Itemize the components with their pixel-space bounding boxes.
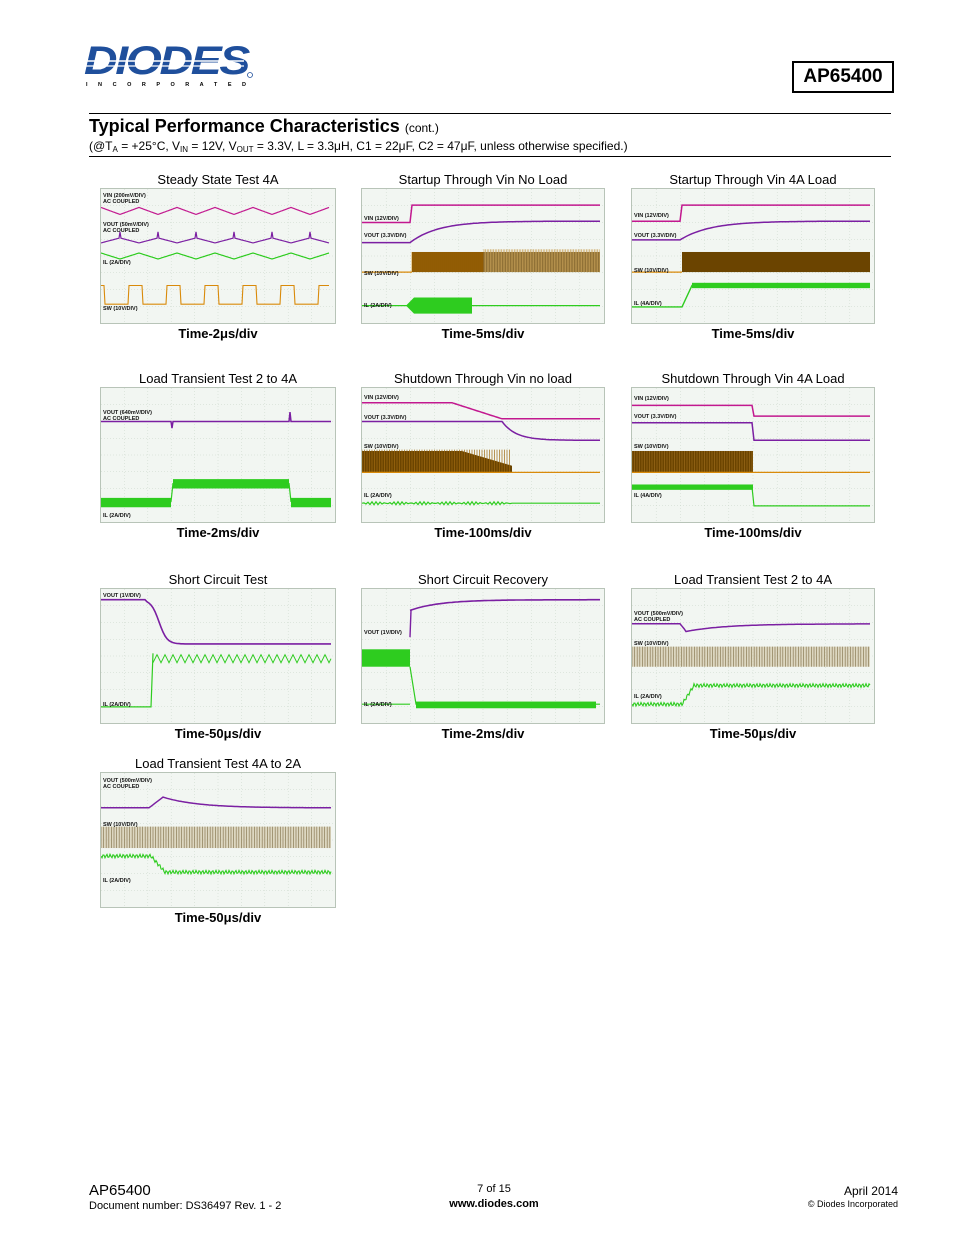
waveform-plot: [101, 773, 335, 907]
cond-text: = 12V, V: [188, 139, 237, 153]
il-trace: [362, 502, 600, 505]
cond-sub: A: [112, 145, 118, 154]
waveform-plot: [632, 589, 874, 723]
time-scale-label: Time-100ms/div: [434, 525, 532, 540]
channel-label-il: [634, 694, 662, 700]
waveform-plot: [101, 189, 335, 323]
sw-switching: [484, 249, 599, 272]
scope-panel: [631, 371, 875, 540]
oscilloscope-capture: [631, 188, 875, 324]
oscilloscope-capture: [631, 588, 875, 724]
waveform-plot: [101, 589, 335, 723]
channel-scale: SW (10V/DIV): [364, 443, 399, 450]
vout-trace: [632, 624, 870, 632]
channel-label-vout: [103, 778, 152, 790]
il-band-low: [291, 498, 331, 507]
panel-title: Shutdown Through Vin 4A Load: [661, 371, 845, 386]
channel-label-il: [103, 260, 131, 266]
oscilloscope-capture: [361, 588, 605, 724]
channel-label-vout: [634, 611, 683, 623]
il-inrush: [406, 298, 472, 314]
channel-label-sw: [364, 271, 399, 277]
channel-scale: VIN (12V/DIV): [364, 216, 399, 223]
waveform-plot: [632, 189, 874, 323]
il-trace: [632, 684, 870, 706]
time-scale-label: Time-2ms/div: [176, 525, 260, 540]
channel-label-il: [634, 493, 662, 499]
channel-scale: VOUT (640mV/DIV): [103, 409, 152, 416]
channel-scale: VIN (200mV/DIV): [103, 193, 146, 200]
channel-scale: IL (2A/DIV): [634, 693, 662, 700]
panel-title: Steady State Test 4A: [157, 172, 279, 187]
sw-band: [632, 647, 870, 667]
channel-scale: VOUT (500mV/DIV): [103, 778, 152, 785]
time-scale-label: Time-2μs/div: [178, 326, 258, 341]
il-band: [416, 702, 596, 709]
waveform-plot: [362, 589, 604, 723]
footer-part-number: AP65400: [89, 1182, 151, 1199]
time-scale-label: Time-50μs/div: [174, 910, 262, 925]
channel-scale: IL (2A/DIV): [364, 492, 392, 499]
waveform-plot: [632, 388, 874, 522]
diodes-logo: [84, 42, 254, 90]
sw-band: [101, 827, 331, 848]
il-band-fault: [362, 649, 410, 666]
channel-label-vin: [103, 193, 146, 205]
channel-label-sw: [103, 822, 138, 828]
channel-scale: VOUT (50mV/DIV): [103, 221, 149, 228]
channel-coupling: AC COUPLED: [103, 784, 140, 791]
sw-trace: [101, 286, 329, 305]
footer-document-number: Document number: DS36497 Rev. 1 - 2: [89, 1200, 282, 1212]
section-rule: [89, 156, 891, 157]
scope-panel: [631, 172, 875, 341]
channel-scale: VIN (12V/DIV): [634, 213, 669, 220]
channel-label-vin: [364, 216, 399, 222]
il-band-low: [101, 498, 171, 507]
channel-label-vout: [103, 593, 141, 599]
channel-scale: SW (10V/DIV): [364, 270, 399, 277]
scope-panel: [100, 756, 336, 925]
channel-label-vout: [364, 415, 406, 421]
channel-scale: VOUT (500mV/DIV): [634, 610, 683, 617]
waveform-plot: [362, 189, 604, 323]
vout-trace: [362, 422, 600, 441]
cond-text: (@T: [89, 139, 113, 153]
il-trace: [752, 487, 870, 506]
channel-scale: IL (2A/DIV): [364, 701, 392, 708]
test-conditions: [89, 139, 628, 154]
oscilloscope-capture: [361, 387, 605, 523]
channel-scale: IL (4A/DIV): [634, 492, 662, 499]
oscilloscope-capture: [631, 387, 875, 523]
channel-coupling: AC COUPLED: [103, 199, 140, 206]
channel-scale: VOUT (3.3V/DIV): [634, 413, 677, 420]
channel-label-il: [364, 702, 392, 708]
channel-label-vin: [634, 396, 669, 402]
channel-scale: IL (2A/DIV): [103, 513, 131, 520]
channel-coupling: AC COUPLED: [634, 616, 671, 623]
il-rise: [101, 653, 153, 707]
channel-scale: VIN (12V/DIV): [364, 394, 399, 401]
scope-panel: [361, 172, 605, 341]
channel-label-sw: [634, 268, 669, 274]
time-scale-label: Time-50μs/div: [174, 726, 262, 741]
channel-scale: VOUT (3.3V/DIV): [364, 232, 407, 239]
oscilloscope-capture: [100, 387, 336, 523]
panel-title: Load Transient Test 2 to 4A: [673, 572, 833, 587]
oscilloscope-capture: [361, 188, 605, 324]
vout-trace: [101, 600, 331, 644]
il-trace: [632, 286, 870, 307]
channel-scale: SW (10V/DIV): [103, 305, 138, 312]
vout-trace: [101, 797, 331, 808]
scope-panel: [100, 371, 336, 540]
oscilloscope-capture: [100, 188, 336, 324]
time-scale-label: Time-2ms/div: [441, 726, 525, 741]
footer-copyright: © Diodes Incorporated: [807, 1199, 898, 1209]
channel-coupling: AC COUPLED: [103, 415, 140, 422]
vout-step: [410, 610, 411, 637]
scope-panel: [361, 371, 605, 540]
vout-trace: [632, 423, 870, 441]
channel-label-il: [103, 878, 131, 884]
panel-title: Shutdown Through Vin no load: [393, 371, 573, 386]
cond-sub: IN: [180, 145, 189, 154]
cond-text: = 3.3V, L = 3.3μH, C1 = 22μF, C2 = 47μF, unless otherwise specified.): [253, 139, 628, 153]
channel-label-vout: [103, 410, 152, 422]
waveform-plot: [101, 388, 335, 522]
il-band-high: [173, 479, 289, 488]
panel-title: Startup Through Vin No Load: [398, 172, 568, 187]
il-band: [692, 283, 870, 288]
scope-panel: [100, 172, 336, 341]
channel-scale: SW (10V/DIV): [103, 821, 138, 828]
channel-label-vin: [364, 395, 399, 401]
channel-label-sw: [634, 444, 669, 450]
channel-scale: SW (10V/DIV): [634, 443, 669, 450]
channel-scale: IL (2A/DIV): [103, 259, 131, 266]
footer-page-number: 7 of 15: [477, 1183, 511, 1195]
panel-title: Short Circuit Recovery: [417, 572, 549, 587]
oscilloscope-capture: [100, 588, 336, 724]
time-scale-label: Time-5ms/div: [711, 326, 795, 341]
oscilloscope-capture: [100, 772, 336, 908]
channel-label-sw: [634, 641, 669, 647]
il-trace: [101, 854, 331, 874]
il-band: [632, 484, 753, 489]
header-rule: [89, 113, 891, 114]
section-title-text: Typical Performance Characteristics: [89, 116, 400, 136]
time-scale-label: Time-5ms/div: [441, 326, 525, 341]
channel-label-il: [103, 702, 131, 708]
footer-website-link[interactable]: www.diodes.com: [449, 1198, 539, 1210]
channel-scale: SW (10V/DIV): [634, 640, 669, 647]
il-trace: [410, 667, 600, 705]
scope-panel: [631, 572, 875, 741]
channel-scale: IL (2A/DIV): [103, 701, 131, 708]
channel-label-il: [364, 493, 392, 499]
channel-label-sw: [364, 444, 399, 450]
panel-title: Load Transient Test 2 to 4A: [138, 371, 298, 386]
channel-scale: VOUT (1V/DIV): [103, 593, 141, 600]
channel-scale: VOUT (1V/DIV): [364, 629, 402, 636]
scope-panel: [361, 572, 605, 741]
channel-label-vout: [634, 414, 676, 420]
channel-label-vout: [634, 233, 676, 239]
channel-scale: VOUT (3.3V/DIV): [364, 415, 407, 422]
panel-title: Short Circuit Test: [168, 572, 268, 587]
section-title: [89, 116, 439, 137]
channel-label-il: [634, 301, 662, 307]
channel-label-vin: [634, 213, 669, 219]
channel-label-il: [103, 513, 131, 519]
scope-panel: [100, 572, 336, 741]
cond-text: = +25°C, V: [117, 139, 181, 153]
channel-coupling: AC COUPLED: [103, 227, 140, 234]
logo-tagline: I N C O R P O R A T E D: [86, 82, 246, 88]
channel-scale: IL (2A/DIV): [364, 303, 392, 310]
panel-title: Startup Through Vin 4A Load: [669, 172, 837, 187]
il-step: [289, 483, 291, 502]
diodes-logo-graphic: [84, 42, 254, 90]
channel-label-vout: [364, 233, 406, 239]
il-step: [171, 483, 173, 502]
panel-title: Load Transient Test 4A to 2A: [135, 756, 301, 771]
cond-sub: OUT: [236, 145, 254, 154]
channel-scale: IL (4A/DIV): [634, 300, 662, 307]
channel-label-vout: [364, 630, 402, 636]
section-title-suffix: (cont.): [404, 121, 439, 135]
part-number-box: AP65400: [792, 61, 894, 93]
footer-date: April 2014: [843, 1184, 898, 1198]
channel-label-sw: [103, 306, 138, 312]
channel-scale: VOUT (3.3V/DIV): [634, 232, 677, 239]
channel-label-il: [364, 303, 392, 309]
vout-trace: [410, 600, 600, 611]
channel-label-vout: [103, 222, 149, 234]
channel-scale: VIN (12V/DIV): [634, 396, 669, 403]
waveform-plot: [362, 388, 604, 522]
sw-burst: [682, 252, 870, 272]
channel-scale: SW (10V/DIV): [634, 267, 669, 274]
time-scale-label: Time-100ms/div: [704, 525, 802, 540]
channel-scale: IL (2A/DIV): [103, 877, 131, 884]
vin-trace: [101, 207, 329, 214]
svg-text:DIODES: DIODES: [84, 42, 251, 83]
time-scale-label: Time-50μs/div: [709, 726, 797, 741]
